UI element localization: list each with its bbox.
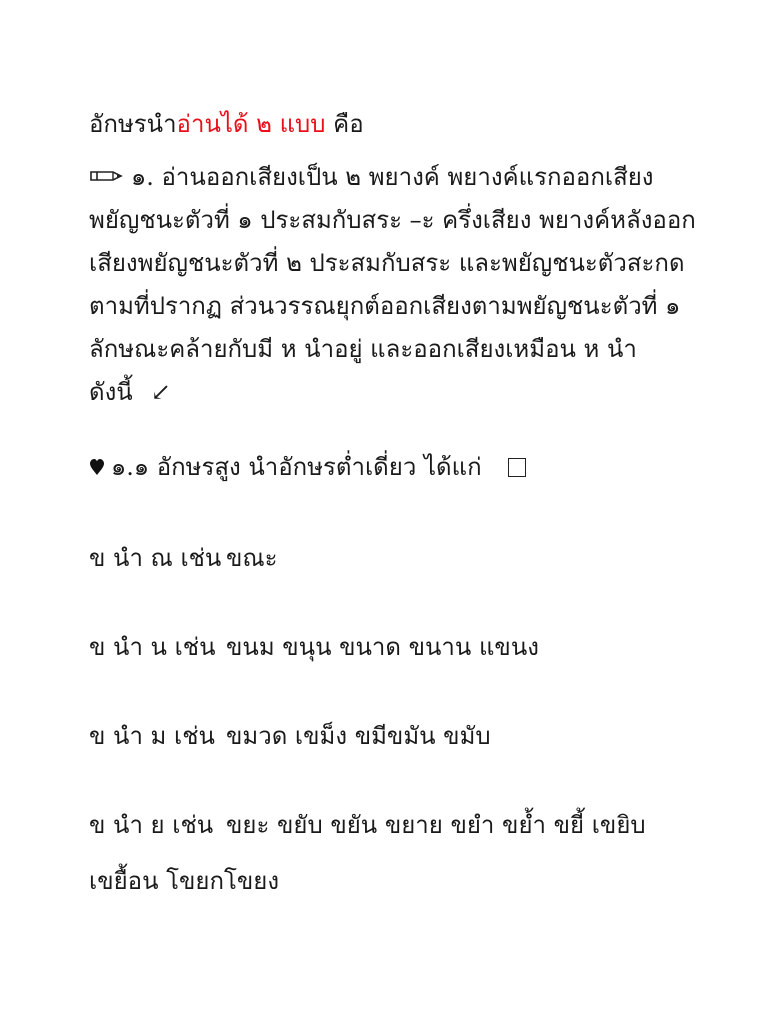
example-label: ข นำ ณ เช่น (89, 544, 222, 572)
example-label: ข นำ น เช่น (89, 633, 216, 661)
point1-text-1: อ่านออกเสียงเป็น ๒ พยางค์ พยางค์แรกออกเสียง (161, 163, 654, 191)
example-words: ขยะ ขยับ ขยัน ขยาย ขยำ ขย้ำ ขยี้ เขยิบ (226, 811, 646, 839)
example-words: ขนม ขนุน ขนาด ขนาน แขนง (226, 633, 539, 661)
example-label: ข นำ ย เช่น (89, 811, 214, 839)
arrow-down-left-icon: ↙ (150, 378, 171, 406)
point1-marker: ๑. (131, 163, 154, 191)
title-prefix: อักษรนำ (89, 110, 177, 138)
checkbox-icon (508, 458, 526, 477)
point1-line-3: เสียงพยัญชนะตัวที่ ๒ ประสมกับสระ และพยัญชนะตัวสะกด (89, 249, 685, 277)
example-row (89, 719, 491, 753)
point1-line-5: ลักษณะคล้ายกับมี ห นำอยู่ และออกเสียงเหมือน ห นำ (89, 335, 637, 363)
point1-line-2: พยัญชนะตัวที่ ๑ ประสมกับสระ –ะ ครึ่งเสียง พยางค์หลังออก (89, 206, 696, 234)
title-suffix: คือ (325, 110, 364, 138)
page-title (89, 107, 364, 141)
example-words: ขมวด เขม็ง ขมีขมัน ขมับ (226, 722, 491, 750)
example-row (89, 541, 278, 575)
example-label: ข นำ ม เช่น (89, 722, 215, 750)
example-row (89, 808, 646, 842)
heart-icon (89, 451, 105, 485)
point1-line-4: ตามที่ปรากฏ ส่วนวรรณยุกต์ออกเสียงตามพยัญชนะตัวที่ ๑ (89, 292, 681, 320)
title-highlight: อ่านได้ ๒ แบบ (176, 110, 326, 138)
subheading-text: ๑.๑ อักษรสูง นำอักษรต่ำเดี่ยว ได้แก่ (111, 453, 482, 481)
subheading (89, 450, 526, 485)
pencil-icon (89, 160, 123, 194)
example-words: ขณะ (226, 544, 278, 572)
example-row (89, 630, 539, 664)
point1-line-6 (89, 375, 171, 409)
point1-line-1 (89, 160, 654, 194)
point1-text-6: ดังนี้ (89, 378, 133, 406)
example-continuation: เขยื้อน โขยกโขยง (89, 867, 280, 895)
